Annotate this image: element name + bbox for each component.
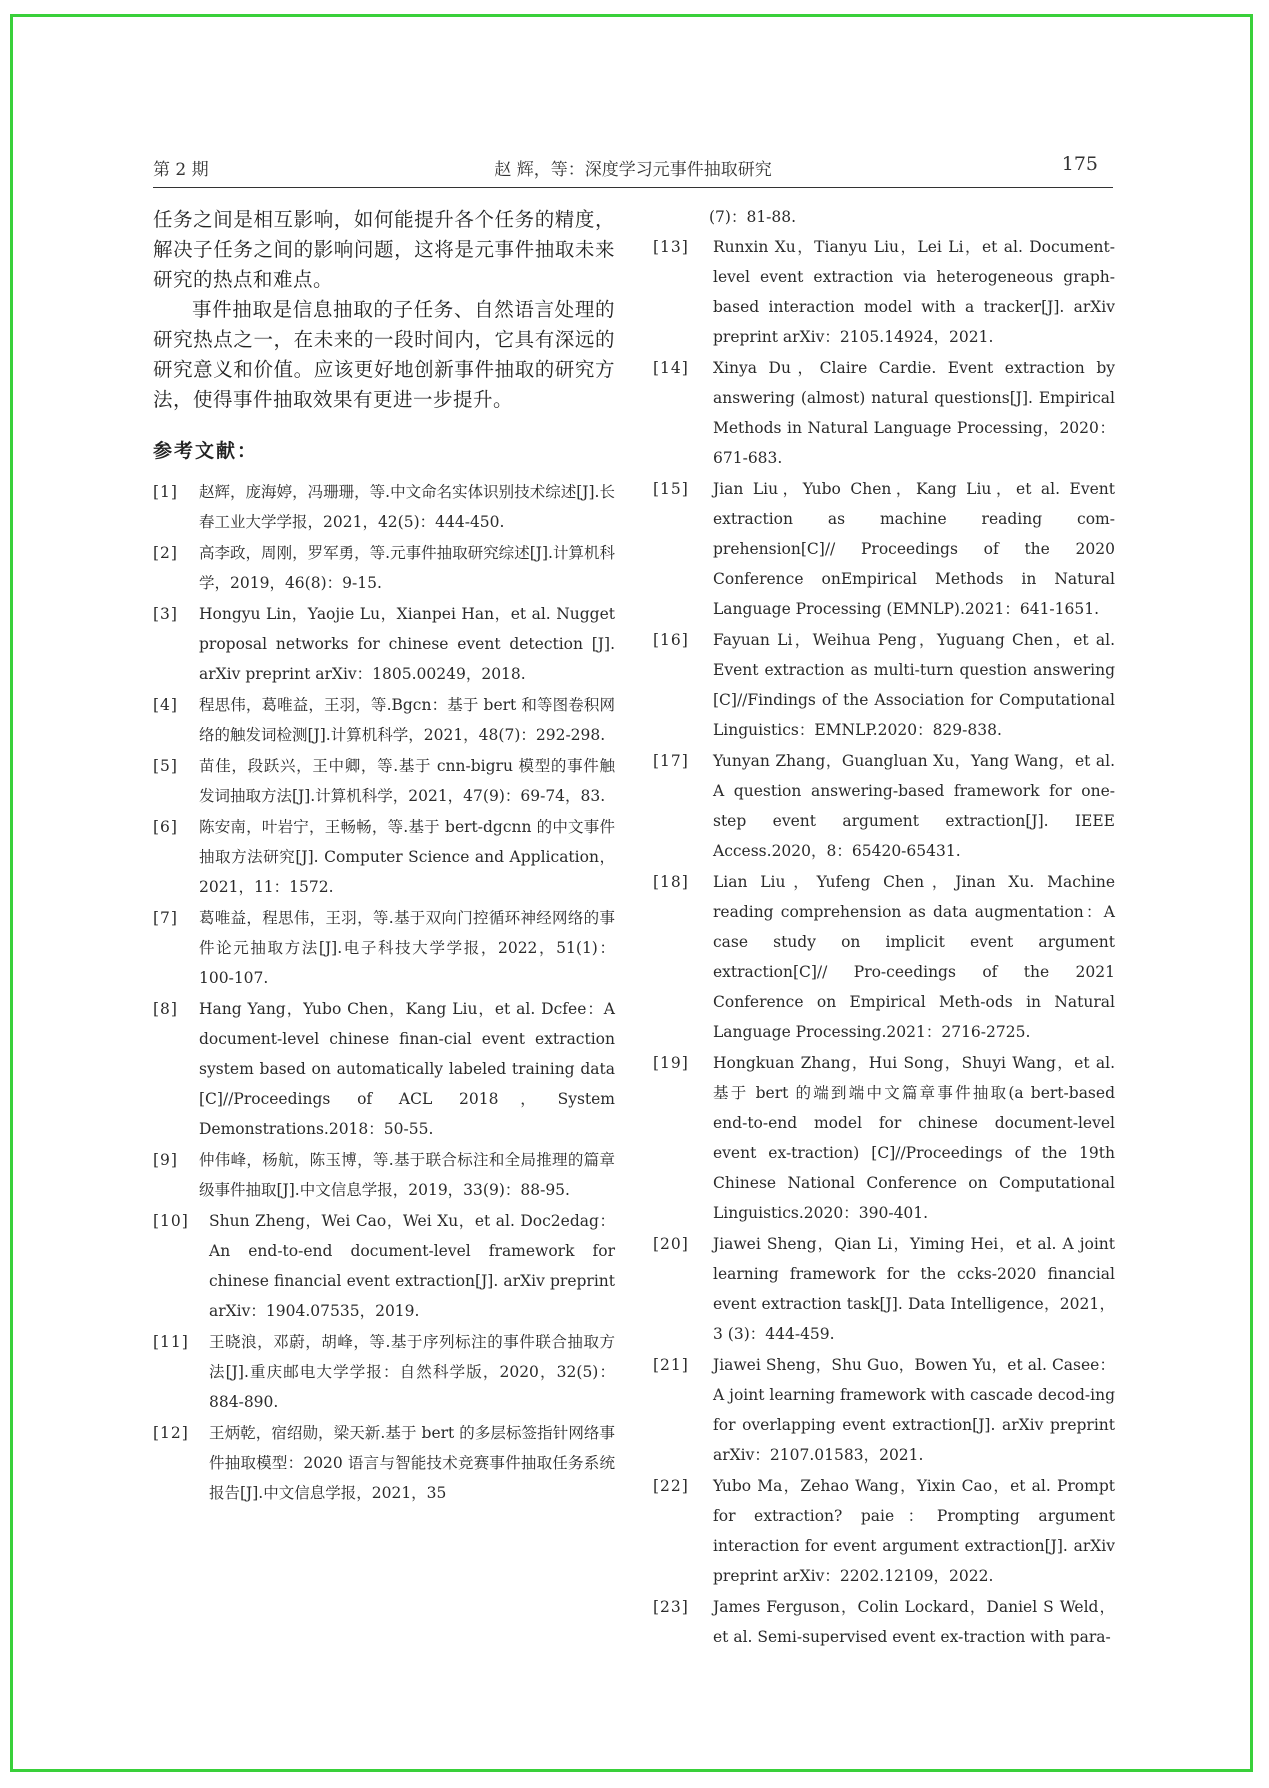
reference-number: [19] <box>653 1054 689 1072</box>
reference-text: Shun Zheng，Wei Cao，Wei Xu，et al. Doc2edag：An end-to-end document-level framework for chinese financial event extraction[J]. arXiv preprint arXiv：1904.07535，2019. <box>209 1212 615 1320</box>
reference-list-left <box>153 477 615 1508</box>
reference-text: 葛唯益，程思伟，王羽，等.基于双向门控循环神经网络的事件论元抽取方法[J].电子科技大学学报，2022，51(1)：100-107. <box>199 909 615 987</box>
reference-text: 赵辉，庞海婷，冯珊珊，等.中文命名实体识别技术综述[J].长春工业大学学报，2021，42(5)：444-450. <box>199 483 615 531</box>
reference-text: 高李政，周刚，罗军勇，等.元事件抽取研究综述[J].计算机科学，2019，46(8)：9-15. <box>199 544 615 592</box>
reference-number: [14] <box>653 359 689 377</box>
reference-number: [11] <box>153 1333 189 1351</box>
reference-text: Yunyan Zhang，Guangluan Xu，Yang Wang，et al. A question answering-based framework for one-step event argument extraction[J]. IEEE Access.2020，8：65420-65431. <box>713 752 1115 860</box>
reference-item <box>153 538 615 598</box>
reference-number: [8] <box>153 1000 178 1018</box>
reference-text: Fayuan Li，Weihua Peng，Yuguang Chen，et al. Event extraction as multi-turn question answering [C]//Findings of the Association for Computational Linguistics：EMNLP.2020：829-838. <box>713 631 1115 739</box>
reference-number: [9] <box>153 1151 178 1169</box>
reference-text: 程思伟，葛唯益，王羽，等.Bgcn：基于 bert 和等图卷积网络的触发词检测[J].计算机科学，2021，48(7)：292-298. <box>199 696 615 744</box>
reference-text: 王晓浪，邓蔚，胡峰，等.基于序列标注的事件联合抽取方法[J].重庆邮电大学学报：自然科学版，2020，32(5)：884-890. <box>209 1333 615 1411</box>
reference-number: [4] <box>153 696 178 714</box>
body-paragraph: 任务之间是相互影响，如何能提升各个任务的精度，解决子任务之间的影响问题，这将是元事件抽取未来研究的热点和难点。 <box>153 208 615 291</box>
reference-item <box>153 599 615 689</box>
reference-item <box>153 994 615 1144</box>
reference-number: [16] <box>653 631 689 649</box>
reference-item <box>653 232 1115 352</box>
reference-item <box>153 903 615 993</box>
article-running-title: 赵 辉，等：深度学习元事件抽取研究 <box>494 160 772 180</box>
right-column <box>653 202 1115 1653</box>
reference-item <box>653 1471 1115 1591</box>
reference-continuation: (7)：81-88. <box>709 208 797 226</box>
reference-number: [17] <box>653 752 689 770</box>
reference-number: [20] <box>653 1235 689 1253</box>
references-heading: 参考文献： <box>153 440 259 462</box>
reference-text: Runxin Xu，Tianyu Liu，Lei Li，et al. Document-level event extraction via heterogeneous graph-based interaction model with a tracker[J]. arXiv preprint arXiv：2105.14924，2021. <box>713 238 1115 346</box>
reference-text: 苗佳，段跃兴，王中卿，等.基于 cnn-bigru 模型的事件触发词抽取方法[J].计算机科学，2021，47(9)：69-74，83. <box>199 757 615 805</box>
reference-number: [1] <box>153 483 178 501</box>
reference-text: Jiawei Sheng，Qian Li，Yiming Hei，et al. A joint learning framework for the ccks-2020 financial event extraction task[J]. Data Intelligence，2021，3 (3)：444-459. <box>713 1235 1115 1343</box>
reference-text: Yubo Ma，Zehao Wang，Yixin Cao，et al. Prompt for extraction? paie：Prompting argument interaction for event argument extraction[J]. arXiv preprint arXiv：2202.12109，2022. <box>713 1477 1115 1585</box>
reference-item <box>653 867 1115 1047</box>
reference-item <box>653 1350 1115 1470</box>
running-header <box>153 155 1113 181</box>
reference-item <box>153 1418 615 1508</box>
reference-item <box>153 751 615 811</box>
reference-item <box>653 474 1115 624</box>
reference-number: [6] <box>153 818 178 836</box>
reference-text: Lian Liu，Yufeng Chen，Jinan Xu. Machine reading comprehension as data augmentation：A case study on implicit event argument extraction[C]// Pro-ceedings of the 2021 Conference on Empirical Meth-ods in Natural Language Processing.2021：2716-2725. <box>713 873 1115 1041</box>
page-number: 175 <box>1061 153 1098 175</box>
reference-text: 陈安南，叶岩宁，王畅畅，等.基于 bert-dgcnn 的中文事件抽取方法研究[J]. Computer Science and Application，2021，11：1572. <box>199 818 615 896</box>
reference-number: [2] <box>153 544 178 562</box>
issue-label: 第 2 期 <box>153 160 209 180</box>
reference-text: Jian Liu，Yubo Chen，Kang Liu，et al. Event extraction as machine reading com-prehension[C]// Proceedings of the 2020 Conference onEmpirical Methods in Natural Language Processing (EMNLP).2021：641-1651. <box>713 480 1115 618</box>
reference-number: [18] <box>653 873 689 891</box>
reference-text: Hang Yang，Yubo Chen，Kang Liu，et al. Dcfee：A document-level chinese finan-cial event extraction system based on automatically labeled training data [C]//Proceedings of ACL 2018，System Demonstrations.2018：50-55. <box>199 1000 615 1138</box>
reference-number: [3] <box>153 605 178 623</box>
reference-item <box>653 1048 1115 1228</box>
reference-item <box>153 690 615 750</box>
reference-number: [5] <box>153 757 178 775</box>
reference-text: Hongyu Lin，Yaojie Lu，Xianpei Han，et al. Nugget proposal networks for chinese event detection [J]. arXiv preprint arXiv：1805.00249，2018. <box>199 605 615 683</box>
reference-item <box>653 746 1115 866</box>
reference-number: [12] <box>153 1424 189 1442</box>
reference-number: [22] <box>653 1477 689 1495</box>
reference-item <box>153 1145 615 1205</box>
reference-item <box>153 812 615 902</box>
reference-number: [7] <box>153 909 178 927</box>
reference-number: [13] <box>653 238 689 256</box>
reference-text: 仲伟峰，杨航，陈玉博，等.基于联合标注和全局推理的篇章级事件抽取[J].中文信息学报，2019，33(9)：88-95. <box>199 1151 615 1199</box>
reference-text: Hongkuan Zhang，Hui Song，Shuyi Wang，et al. 基于 bert 的端到端中文篇章事件抽取(a bert-based end-to-end model for chinese document-level event ex-traction) [C]//Proceedings of the 19th Chinese National Conference on Computational Linguistics.2020：390-401. <box>713 1054 1115 1222</box>
reference-item <box>153 477 615 537</box>
reference-number: [10] <box>153 1212 189 1230</box>
reference-number: [21] <box>653 1356 689 1374</box>
reference-text: 王炳乾，宿绍勋，梁天新.基于 bert 的多层标签指针网络事件抽取模型：2020 语言与智能技术竞赛事件抽取任务系统报告[J].中文信息学报，2021，35 <box>209 1424 615 1502</box>
reference-number: [15] <box>653 480 689 498</box>
reference-item <box>153 1206 615 1326</box>
left-column <box>153 205 615 1509</box>
reference-item <box>153 1327 615 1417</box>
reference-text: Jiawei Sheng，Shu Guo，Bowen Yu，et al. Casee：A joint learning framework with cascade decod-ing for overlapping event extraction[J]. arXiv preprint arXiv：2107.01583，2021. <box>713 1356 1115 1464</box>
reference-number: [23] <box>653 1598 689 1616</box>
reference-item <box>653 1592 1115 1652</box>
reference-text: Xinya Du，Claire Cardie. Event extraction by answering (almost) natural questions[J]. Empirical Methods in Natural Language Processing，2020：671-683. <box>713 359 1115 467</box>
reference-list-right <box>653 232 1115 1652</box>
reference-item <box>653 353 1115 473</box>
header-rule <box>153 187 1113 188</box>
reference-text: James Ferguson，Colin Lockard，Daniel S Weld，et al. Semi-supervised event ex-traction with para- <box>713 1598 1115 1646</box>
reference-item <box>653 625 1115 745</box>
body-paragraph: 事件抽取是信息抽取的子任务、自然语言处理的研究热点之一，在未来的一段时间内，它具有深远的研究意义和价值。应该更好地创新事件抽取的研究方法，使得事件抽取效果有更进一步提升。 <box>153 298 615 411</box>
reference-item <box>653 1229 1115 1349</box>
